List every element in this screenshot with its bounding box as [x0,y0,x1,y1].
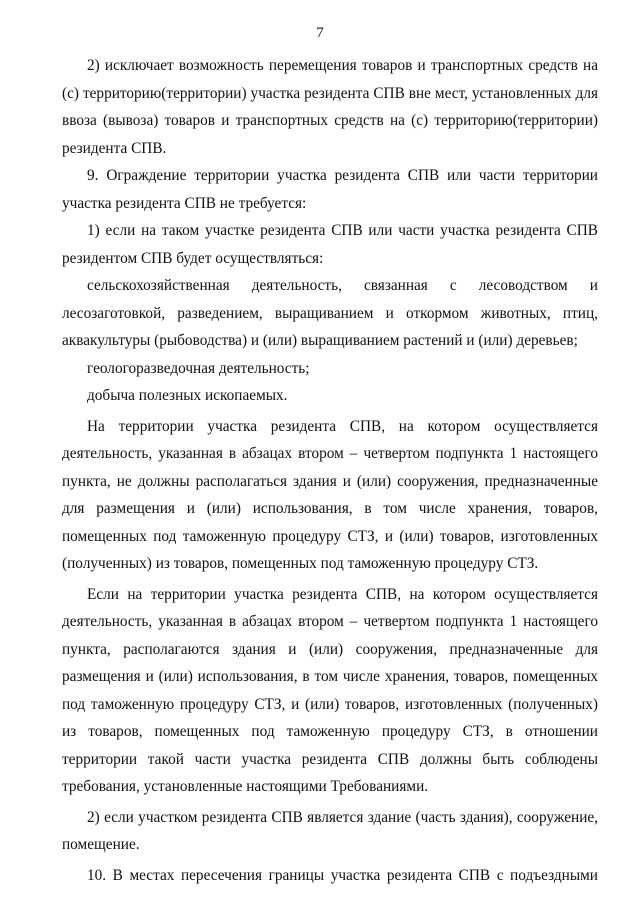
paragraph-mining: добыча полезных ископаемых. [87,387,288,404]
page-number: 7 [316,25,324,41]
paragraph-subitem-2: 2) если участком резидента СПВ является здание (часть здания), сооружение, помещение. [62,808,598,853]
paragraph-geological-activity: геологоразведочная деятельность; [87,359,310,377]
paragraph-item-2: 2) исключает возможность перемещения товаров и транспортных средств на (с) территорию(территории) участка резидента СПВ вне мест, установленных для ввоза (вывоза) товаров и транспортных средств на (с) территорию(территории) резидента СПВ. [62,57,598,157]
paragraph-agricultural-activity: сельскохозяйственная деятельность, связанная с лесоводством и лесозаготовкой, разведением, выращиванием и откормом животных, птиц, аквакультуры (рыбоводства) и (или) выращиванием растений и (или) деревьев; [62,277,598,349]
document-body [62,52,598,889]
paragraph-clause-9: 9. Ограждение территории участка резидента СПВ или части территории участка резидента СПВ не требуется: [62,167,598,212]
paragraph-subitem-1: 1) если на таком участке резидента СПВ или части участка резидента СПВ резидентом СПВ будет осуществляться: [62,222,598,267]
paragraph-territory-restriction: На территории участка резидента СПВ, на котором осуществляется деятельность, указанная в абзацах втором – четвертом подпункта 1 настоящего пункта, не должны располагаться здания и (или) сооружения, предназначенные для размещения и (или) использования, в том числе хранения, товаров, помещенных под таможенную процедуру СТЗ, и (или) товаров, изготовленных (полученных) из товаров, помещенных под таможенную процедуру СТЗ. [62,417,598,572]
paragraph-clause-10: 10. В местах пересечения границы участка резидента СПВ с подъездными [87,866,598,884]
paragraph-territory-requirements: Если на территории участка резидента СПВ, на котором осуществляется деятельность, указанная в абзацах втором – четвертом подпункта 1 настоящего пункта, располагаются здания и (или) сооружения, предназначенные для размещения и (или) использования, в том числе хранения, товаров, помещенных под таможенную процедуру СТЗ, и (или) товаров, изготовленных (полученных) из товаров, помещенных под таможенную процедуру СТЗ, в отношении территории такой части участка резидента СПВ должны быть соблюдены требования, установленные настоящими Требованиями. [62,585,598,795]
